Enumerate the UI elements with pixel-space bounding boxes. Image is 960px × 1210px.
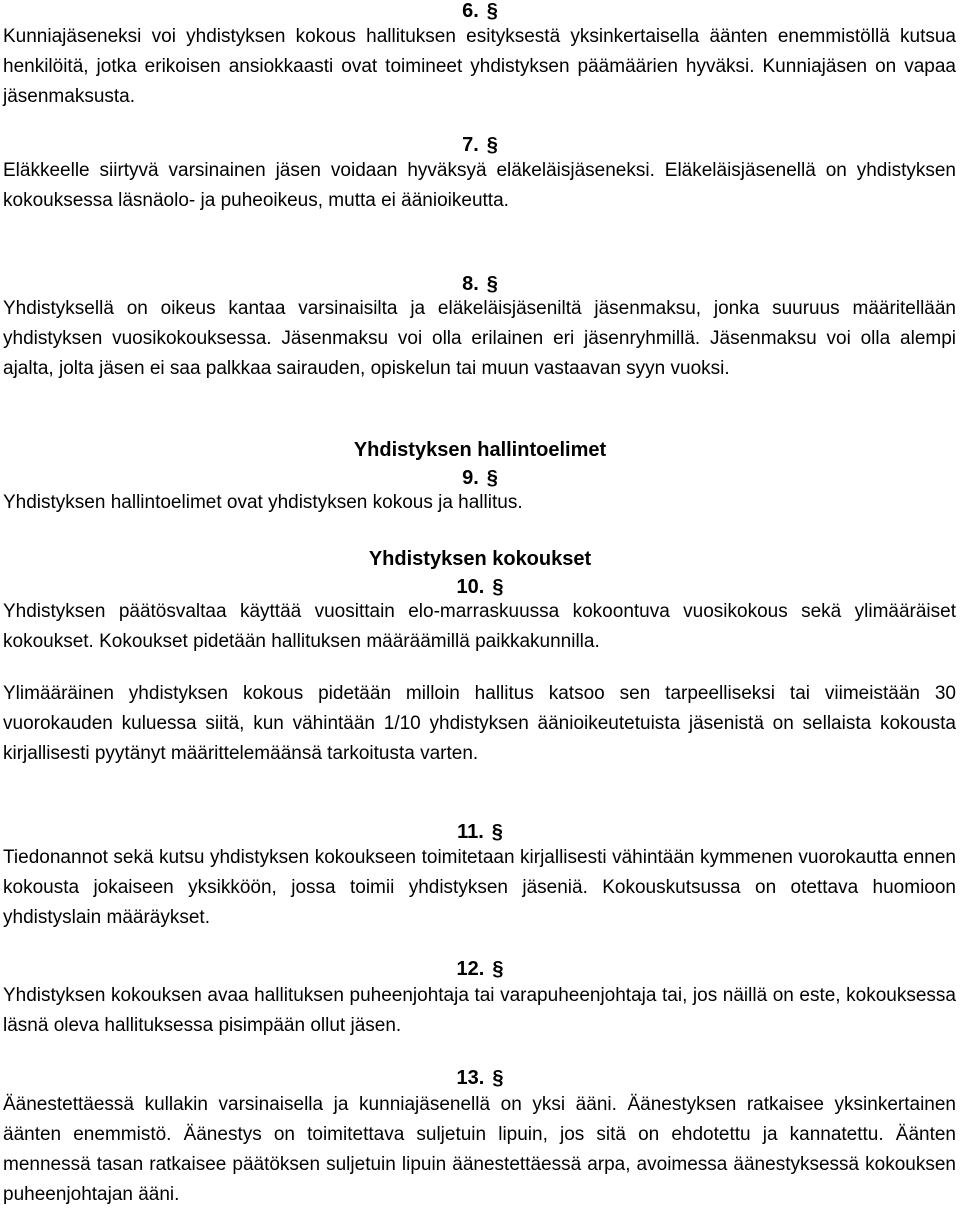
paragraph-section-6: Kunniajäseneksi voi yhdistyksen kokous hallituksen esityksestä yksinkertaisella äänten enemmistöllä kutsua henkilöitä, jotka erikoisen ansiokkaasti ovat toimineet yhdistyksen päämäärien hyväksi. Kunniajäsen on vapaa jäsenmaksusta. — [3, 26, 956, 107]
section-number: 13. — [456, 1067, 485, 1089]
section-number: 11. — [457, 821, 484, 843]
section-number: 6. — [462, 0, 479, 22]
heading-hallintoelimet: Yhdistyksen hallintoelimet — [353, 439, 607, 461]
section-number: 7. — [462, 134, 479, 156]
section-heading-13 — [0, 1065, 960, 1091]
paragraph-section-8: Yhdistyksellä on oikeus kantaa varsinaisilta ja eläkeläisjäseniltä jäsenmaksu, jonka suuruus määritellään yhdistyksen vuosikokouksessa. Jäsenmaksu voi olla erilainen eri jäsenryhmillä. Jäsenmaksu voi olla alempi ajalta, jolta jäsen ei saa palkkaa sairauden, opiskelun tai muun vastaavan syyn vuoksi. — [3, 298, 956, 379]
paragraph-section-13: Äänestettäessä kullakin varsinaisella ja kunniajäsenellä on yksi ääni. Äänestyksen ratkaisee yksinkertainen äänten enemmistö. Äänestys on toimitettava suljetuin lipuin, jos sitä on ehdotettu ja kannatettu. Äänten mennessä tasan ratkaisee päätöksen suljetuin lipuin äänestettäessä arpa, avoimessa äänestyksessä kokouksen puheenjohtajan ääni. — [3, 1094, 956, 1205]
heading-kokoukset: Yhdistyksen kokoukset — [368, 548, 592, 570]
section-sign: § — [486, 0, 498, 22]
section-heading-11 — [0, 819, 960, 845]
section-heading-12 — [0, 956, 960, 982]
paragraph-section-7: Eläkkeelle siirtyvä varsinainen jäsen voidaan hyväksyä eläkeläisjäseneksi. Eläkeläisjäsenellä on yhdistyksen kokouksessa läsnäolo- ja puheoikeus, mutta ei äänioikeutta. — [3, 160, 956, 211]
paragraph-section-10-a: Yhdistyksen päätösvaltaa käyttää vuosittain elo-marraskuussa kokoontuva vuosikokous sekä ylimääräiset kokoukset. Kokoukset pidetään hallituksen määräämillä paikkakunnilla. — [3, 601, 956, 652]
paragraph-section-11: Tiedonannot sekä kutsu yhdistyksen kokoukseen toimitetaan kirjallisesti vähintään kymmenen vuorokautta ennen kokousta jokaiseen yksikköön, jossa toimii yhdistyksen jäseniä. Kokouskutsussa on otettava huomioon yhdistyslain määräykset. — [3, 847, 956, 928]
paragraph-section-9: Yhdistyksen hallintoelimet ovat yhdistyksen kokous ja hallitus. — [3, 492, 523, 513]
section-sign: § — [492, 958, 504, 980]
section-number: 12. — [456, 958, 485, 980]
paragraph-section-12: Yhdistyksen kokouksen avaa hallituksen puheenjohtaja tai varapuheenjohtaja tai, jos näillä on este, kokouksessa läsnä oleva hallituksessa pisimpään ollut jäsen. — [3, 985, 956, 1036]
section-number: 9. — [462, 467, 479, 489]
section-number: 10. — [456, 576, 485, 598]
section-sign: § — [492, 1067, 504, 1089]
section-sign: § — [492, 576, 504, 598]
section-heading-7 — [0, 132, 960, 158]
section-sign: § — [486, 134, 498, 156]
section-heading-6 — [0, 0, 960, 24]
section-sign: § — [491, 821, 503, 843]
section-number: 8. — [462, 273, 479, 295]
section-sign: § — [486, 467, 498, 489]
paragraph-section-10-b: Ylimääräinen yhdistyksen kokous pidetään milloin hallitus katsoo sen tarpeelliseksi tai viimeistään 30 vuorokauden kuluessa siitä, kun vähintään 1/10 yhdistyksen äänioikeutetuista jäsenistä on sellaista kokousta kirjallisesti pyytänyt määrittelemäänsä tarkoitusta varten. — [3, 683, 956, 764]
section-sign: § — [486, 273, 498, 295]
